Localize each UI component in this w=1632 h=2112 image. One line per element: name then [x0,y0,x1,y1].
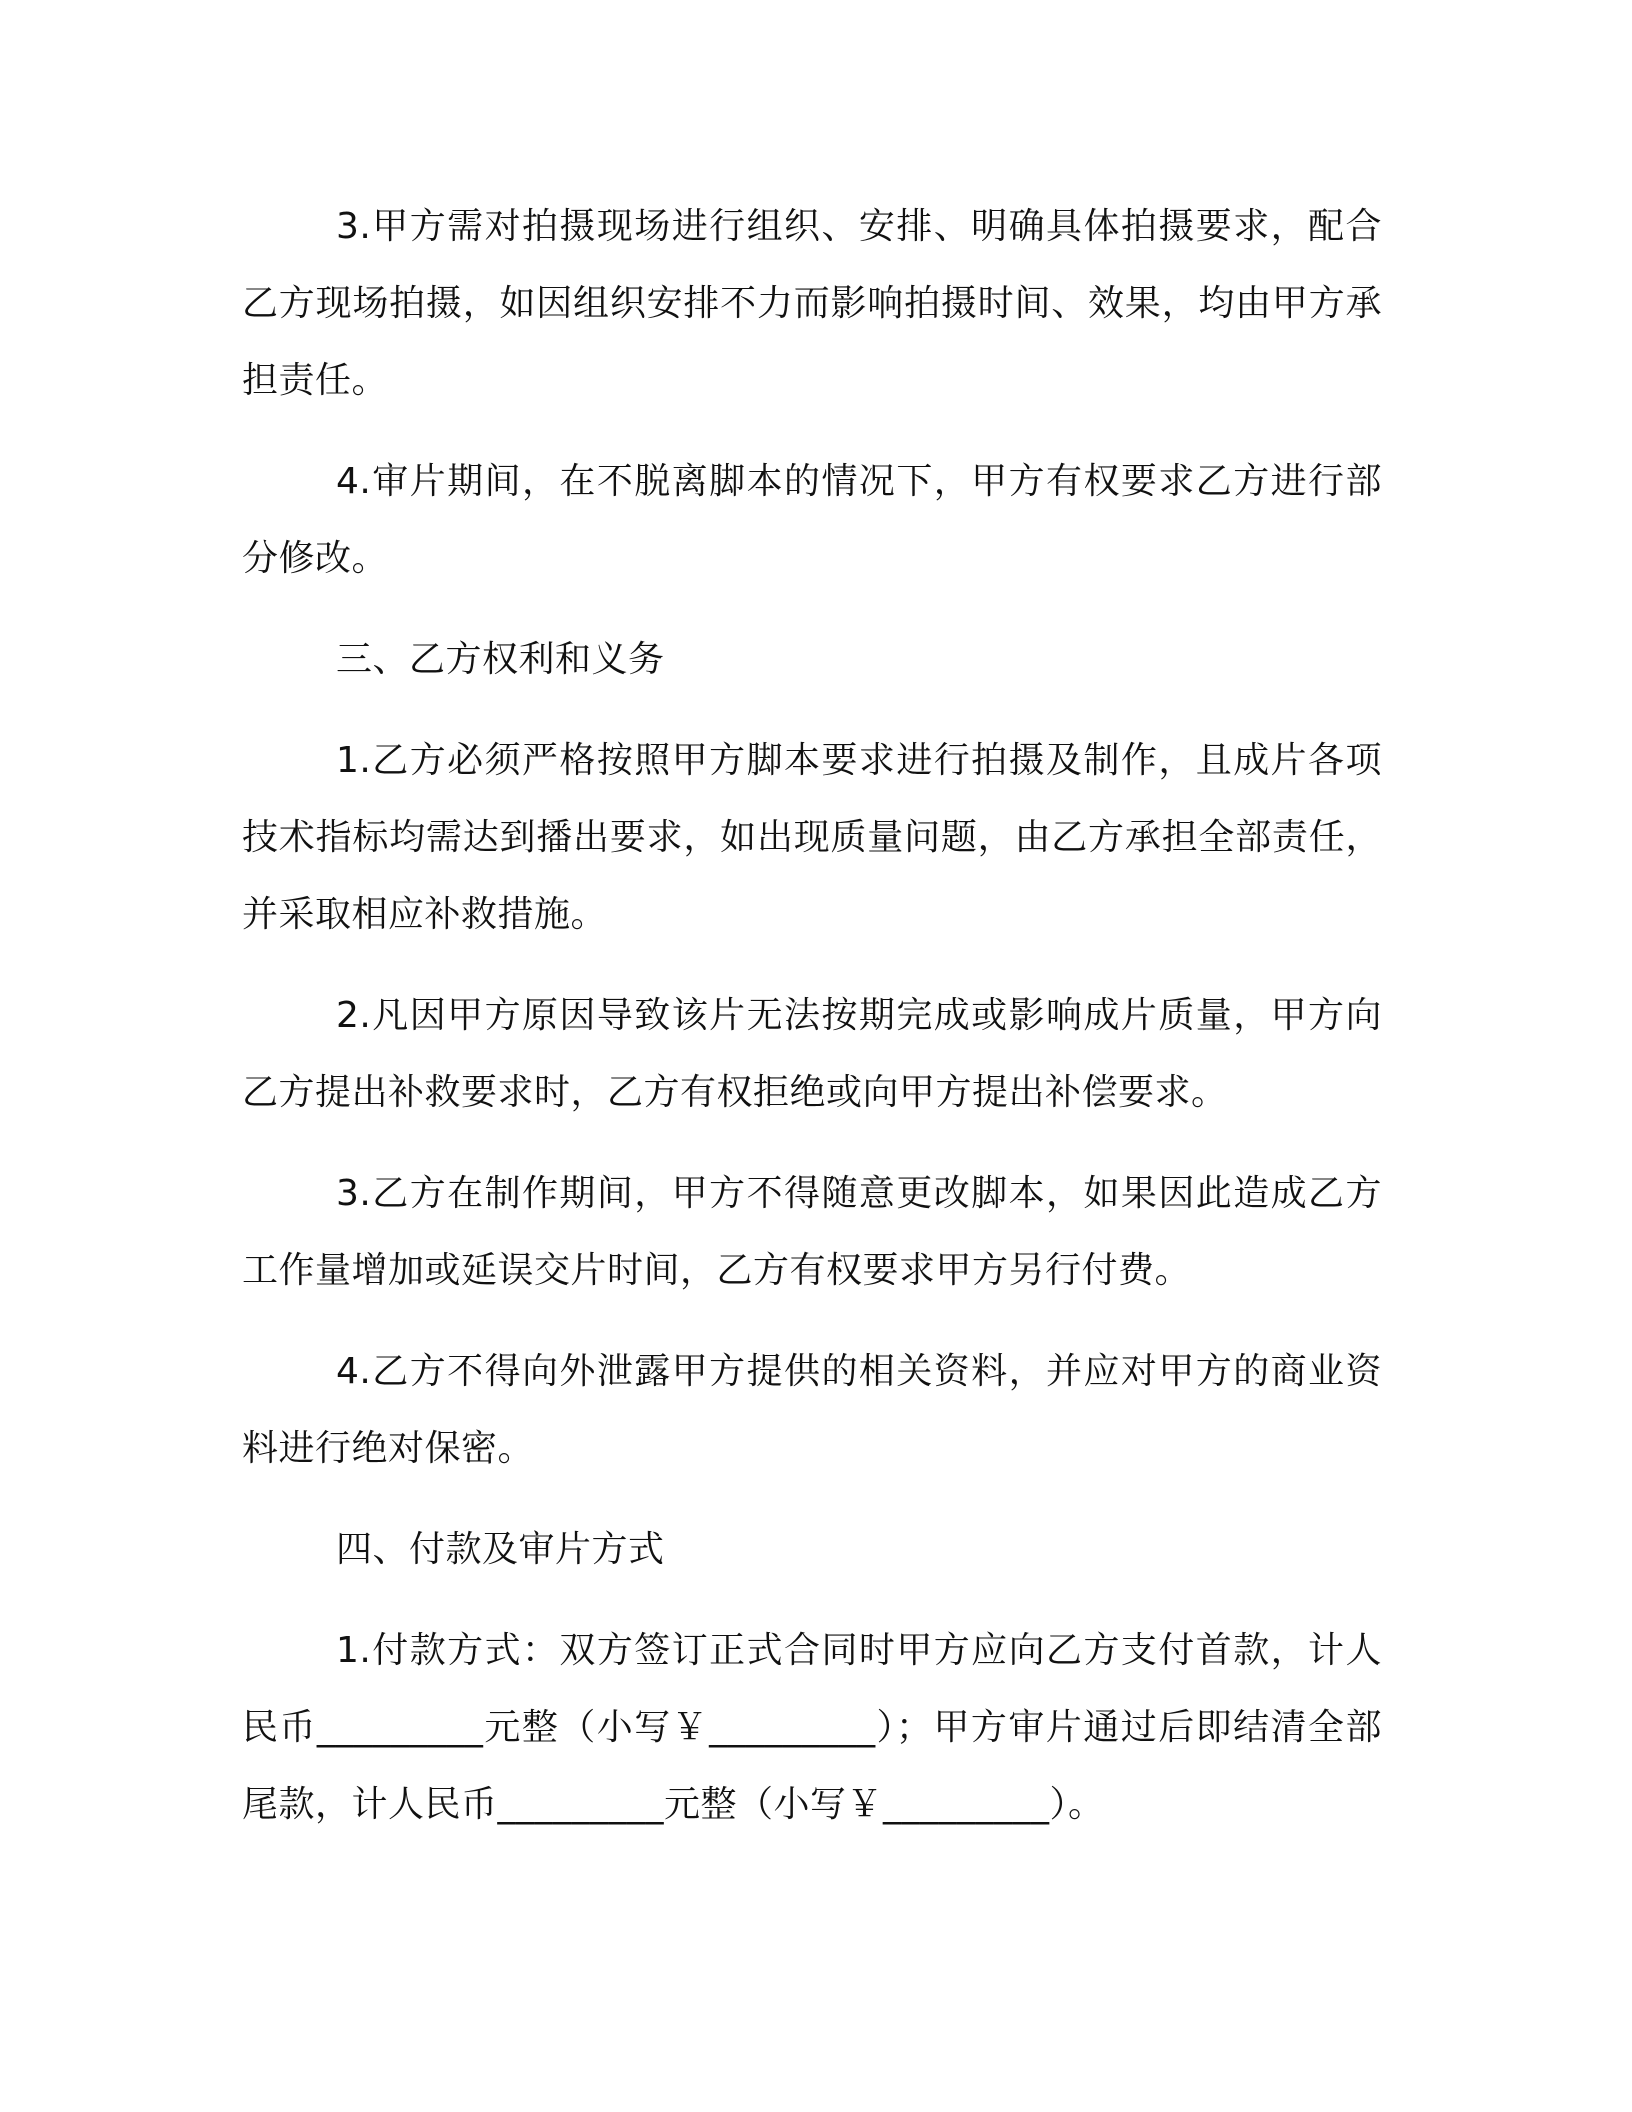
document-page [242,188,1382,1867]
section-heading-4: 四、付款及审片方式 [336,1529,665,1570]
clause-paragraph-3-3: 3.乙方在制作期间，甲方不得随意更改脚本，如果因此造成乙方工作量增加或延误交片时间，乙方有权要求甲方另行付费。 [242,1173,1382,1291]
clause-paragraph-3-4: 4.乙方不得向外泄露甲方提供的相关资料，并应对甲方的商业资料进行绝对保密。 [242,1351,1382,1469]
section-heading-3: 三、乙方权利和义务 [336,639,665,680]
clause-paragraph-3-1: 1.乙方必须严格按照甲方脚本要求进行拍摄及制作，且成片各项技术指标均需达到播出要求，如出现质量问题，由乙方承担全部责任，并采取相应补救措施。 [242,740,1382,935]
clause-paragraph-3-2: 2.凡因甲方原因导致该片无法按期完成或影响成片质量，甲方向乙方提出补救要求时，乙方有权拒绝或向甲方提出补偿要求。 [242,995,1382,1113]
clause-paragraph-2-3: 3.甲方需对拍摄现场进行组织、安排、明确具体拍摄要求，配合乙方现场拍摄，如因组织安排不力而影响拍摄时间、效果，均由甲方承担责任。 [242,206,1382,401]
clause-paragraph-4-1: 1.付款方式：双方签订正式合同时甲方应向乙方支付首款，计人民币_________元整（小写￥_________）；甲方审片通过后即结清全部尾款，计人民币_________元整（小写￥_________）。 [242,1630,1382,1825]
clause-paragraph-2-4: 4.审片期间，在不脱离脚本的情况下，甲方有权要求乙方进行部分修改。 [242,461,1382,579]
